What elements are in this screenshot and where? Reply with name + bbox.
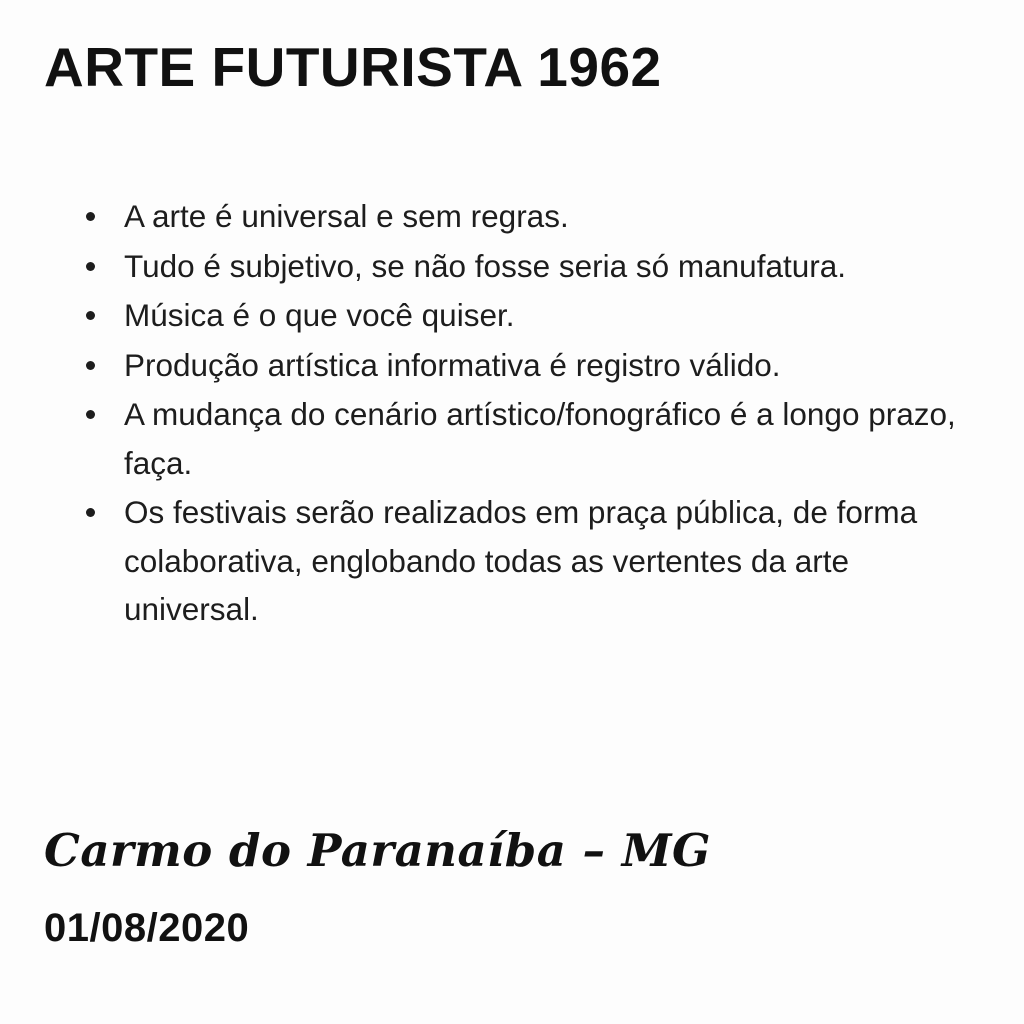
footer-date: 01/08/2020 <box>44 906 250 950</box>
list-item: Tudo é subjetivo, se não fosse seria só manufatura. <box>78 242 978 291</box>
list-item: A arte é universal e sem regras. <box>78 192 978 241</box>
list-item: Os festivais serão realizados em praça pública, de forma colaborativa, englobando todas as vertentes da arte universal. <box>78 488 978 634</box>
list-item: Música é o que você quiser. <box>78 291 978 340</box>
list-item: A mudança do cenário artístico/fonográfico é a longo prazo, faça. <box>78 390 978 487</box>
page-title: ARTE FUTURISTA 1962 <box>44 36 662 98</box>
bullet-list <box>78 192 978 635</box>
list-item: Produção artística informativa é registro válido. <box>78 341 978 390</box>
footer-place: Carmo do Paranaíba – MG <box>44 824 711 877</box>
